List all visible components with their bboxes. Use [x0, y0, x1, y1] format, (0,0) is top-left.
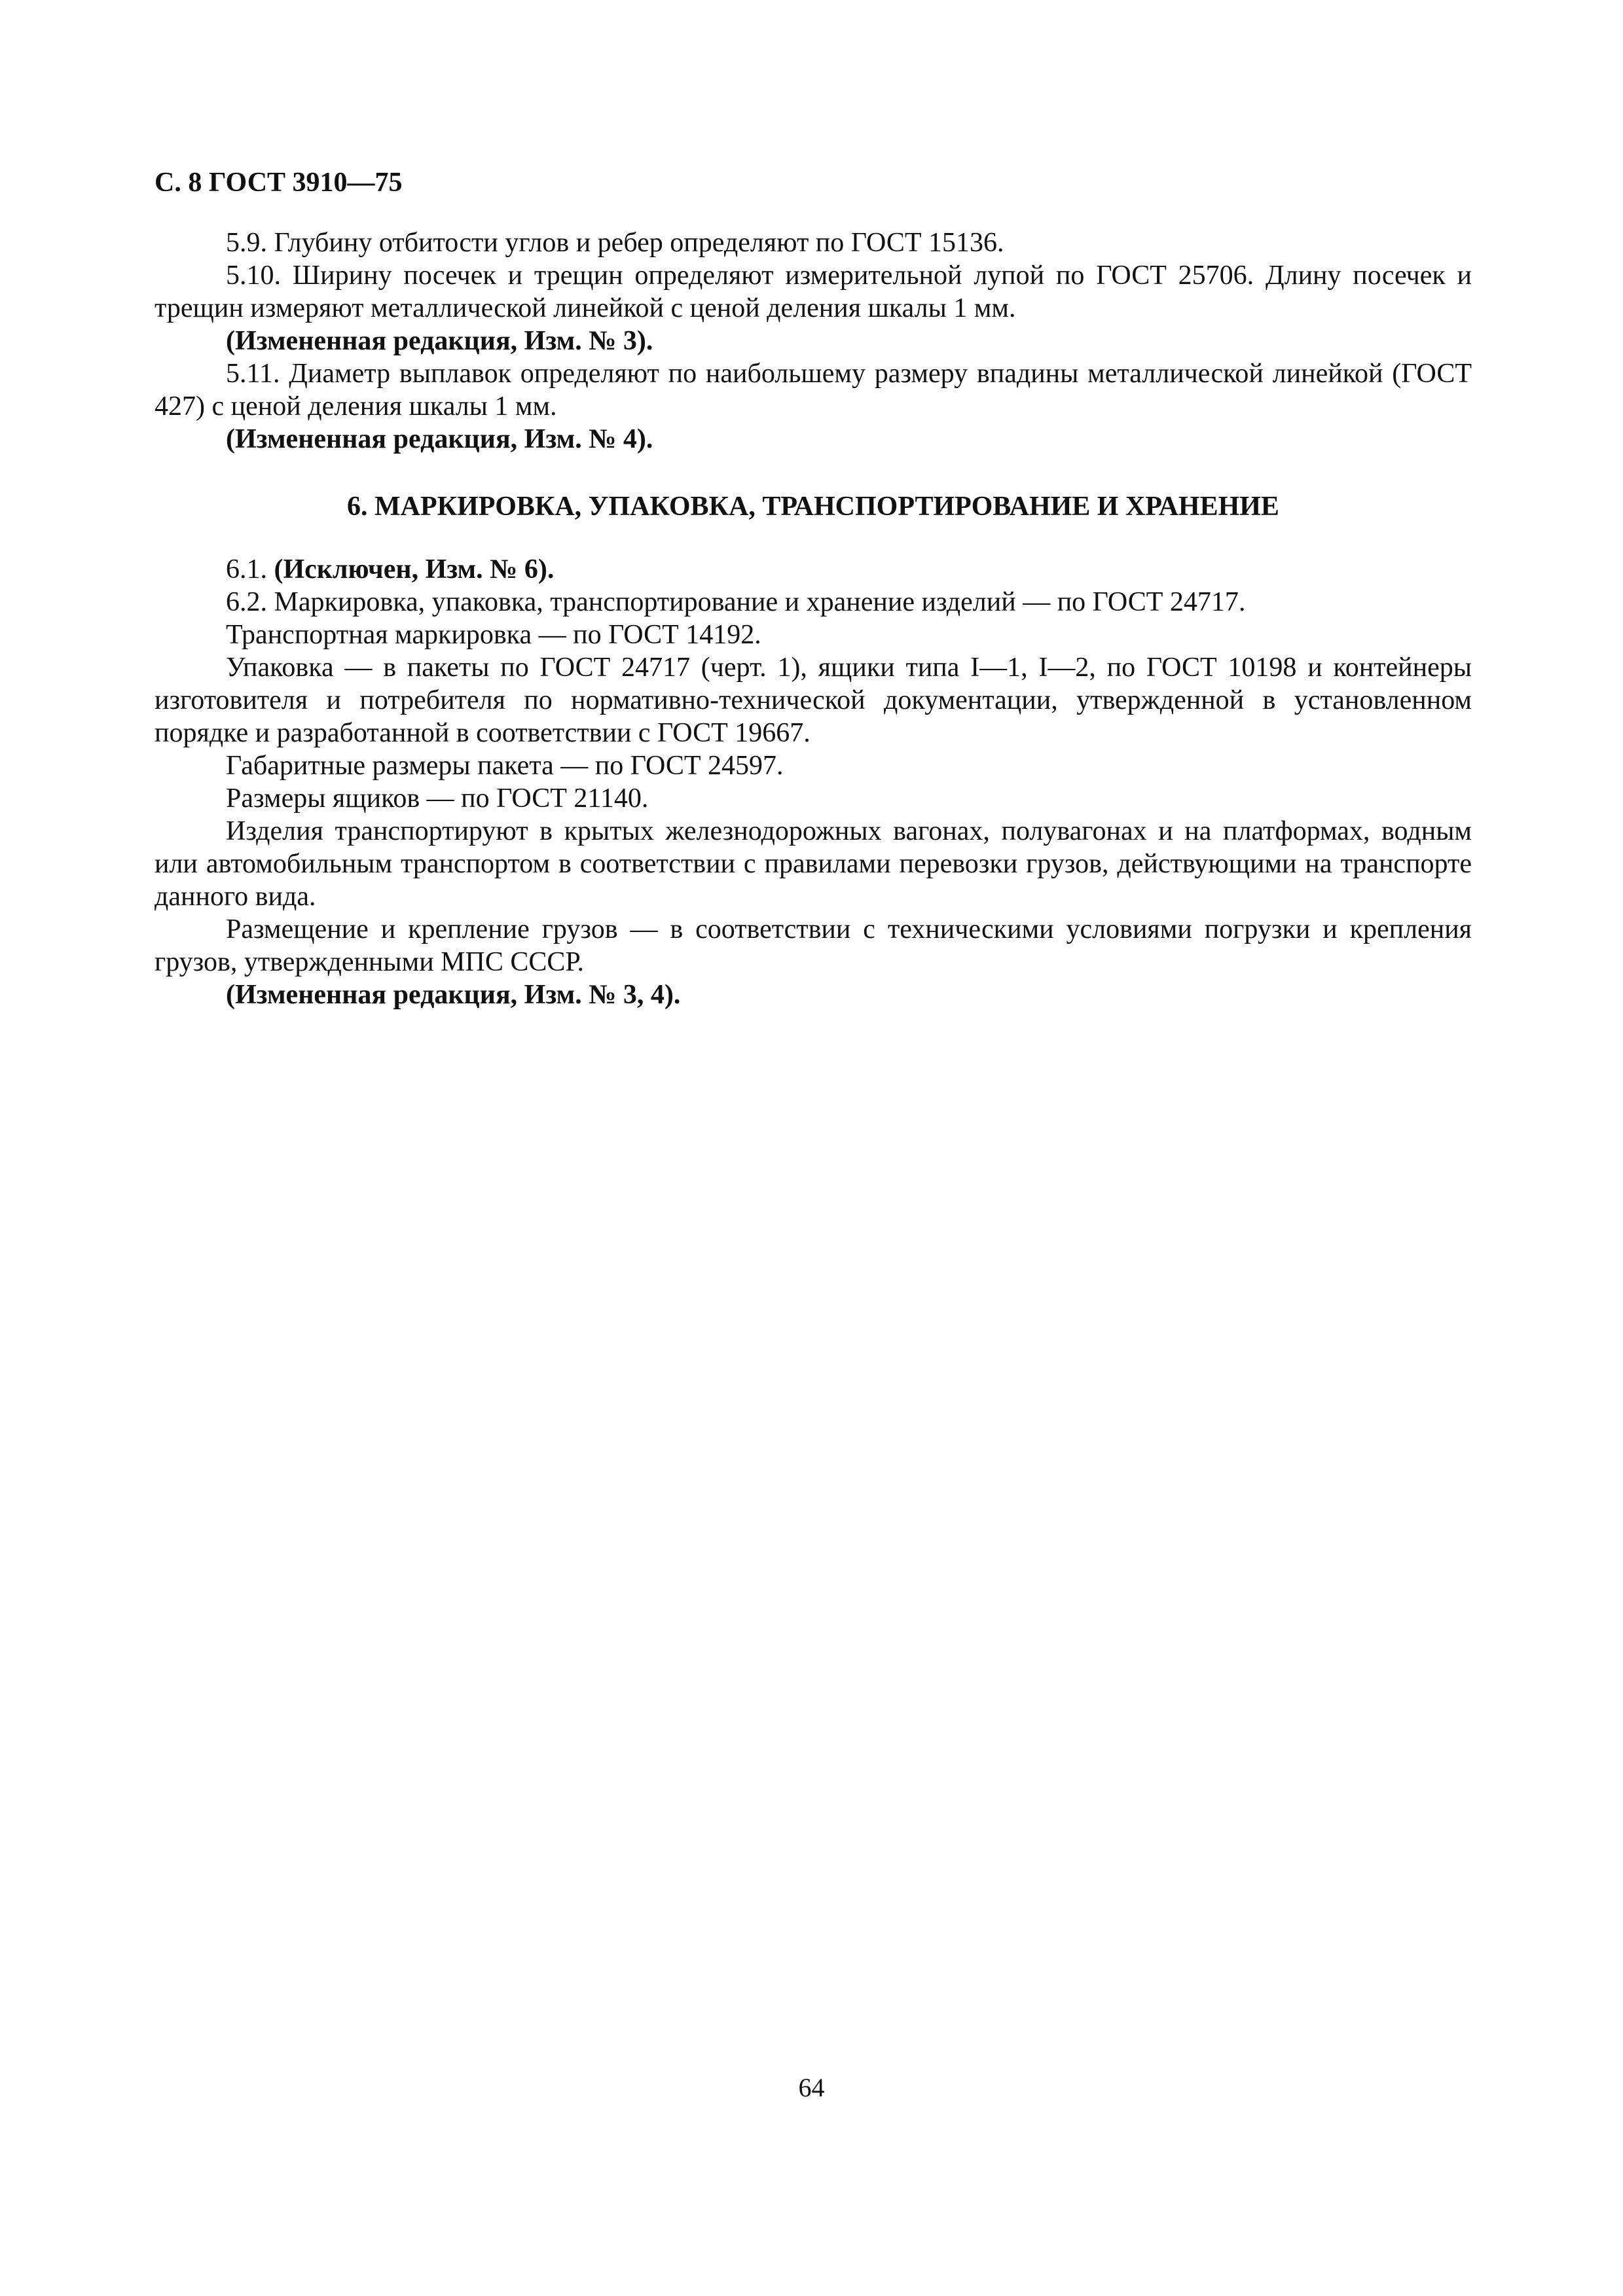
clause-5-10: 5.10. Ширину посечек и трещин определяют измерительной лупой по ГОСТ 25706. Длину посечек и трещин измеряют металлической линейкой с ценой деления шкалы 1 мм.: [155, 260, 1472, 323]
section-5-block: [155, 226, 1472, 456]
amendment-note: (Измененная редакция, Изм. № 4).: [226, 424, 653, 454]
clause-6-1: [155, 553, 1472, 586]
packaging-paragraph: Упаковка — в пакеты по ГОСТ 24717 (черт. 1), ящики типа I—1, I—2, по ГОСТ 10198 и контейнеры изготовителя и потребителя по нормативно-технической документации, утвержденной в установленном порядке и разработанной в соответствии с ГОСТ 19667.: [155, 653, 1472, 748]
clause-6-1-number: 6.1.: [226, 554, 267, 584]
clause-5-11: 5.11. Диаметр выплавок определяют по наибольшему размеру впадины металлической линейкой (ГОСТ 427) с ценой деления шкалы 1 мм.: [155, 359, 1472, 422]
clause-5-9: 5.9. Глубину отбитости углов и ребер определяют по ГОСТ 15136.: [226, 228, 1004, 258]
transportation-paragraph: Изделия транспортируют в крытых железнодорожных вагонах, полувагонах и на платформах, водным или автомобильным транспортом в соответствии с правилами перевозки грузов, действующими на транспорте данного вида.: [155, 816, 1472, 912]
transport-marking-paragraph: Транспортная маркировка — по ГОСТ 14192.: [226, 620, 761, 650]
cargo-placement-paragraph: Размещение и крепление грузов — в соответствии с техническими условиями погрузки и крепления грузов, утвержденными МПС СССР.: [155, 914, 1472, 977]
clause-6-2: 6.2. Маркировка, упаковка, транспортирование и хранение изделий — по ГОСТ 24717.: [226, 587, 1246, 617]
section-6-block: [155, 553, 1472, 1011]
box-dimensions-paragraph: Размеры ящиков — по ГОСТ 21140.: [226, 783, 649, 814]
page-number: 64: [798, 2073, 825, 2102]
clause-6-1-excluded: (Исключен, Изм. № 6).: [274, 554, 555, 584]
package-dimensions-paragraph: Габаритные размеры пакета — по ГОСТ 24597.: [226, 751, 784, 781]
amendment-note: (Измененная редакция, Изм. № 3, 4).: [226, 980, 681, 1010]
section-6-heading: 6. МАРКИРОВКА, УПАКОВКА, ТРАНСПОРТИРОВАНИЕ И ХРАНЕНИЕ: [347, 492, 1279, 522]
running-header: С. 8 ГОСТ 3910—75: [155, 168, 403, 198]
amendment-note: (Измененная редакция, Изм. № 3).: [226, 326, 653, 356]
